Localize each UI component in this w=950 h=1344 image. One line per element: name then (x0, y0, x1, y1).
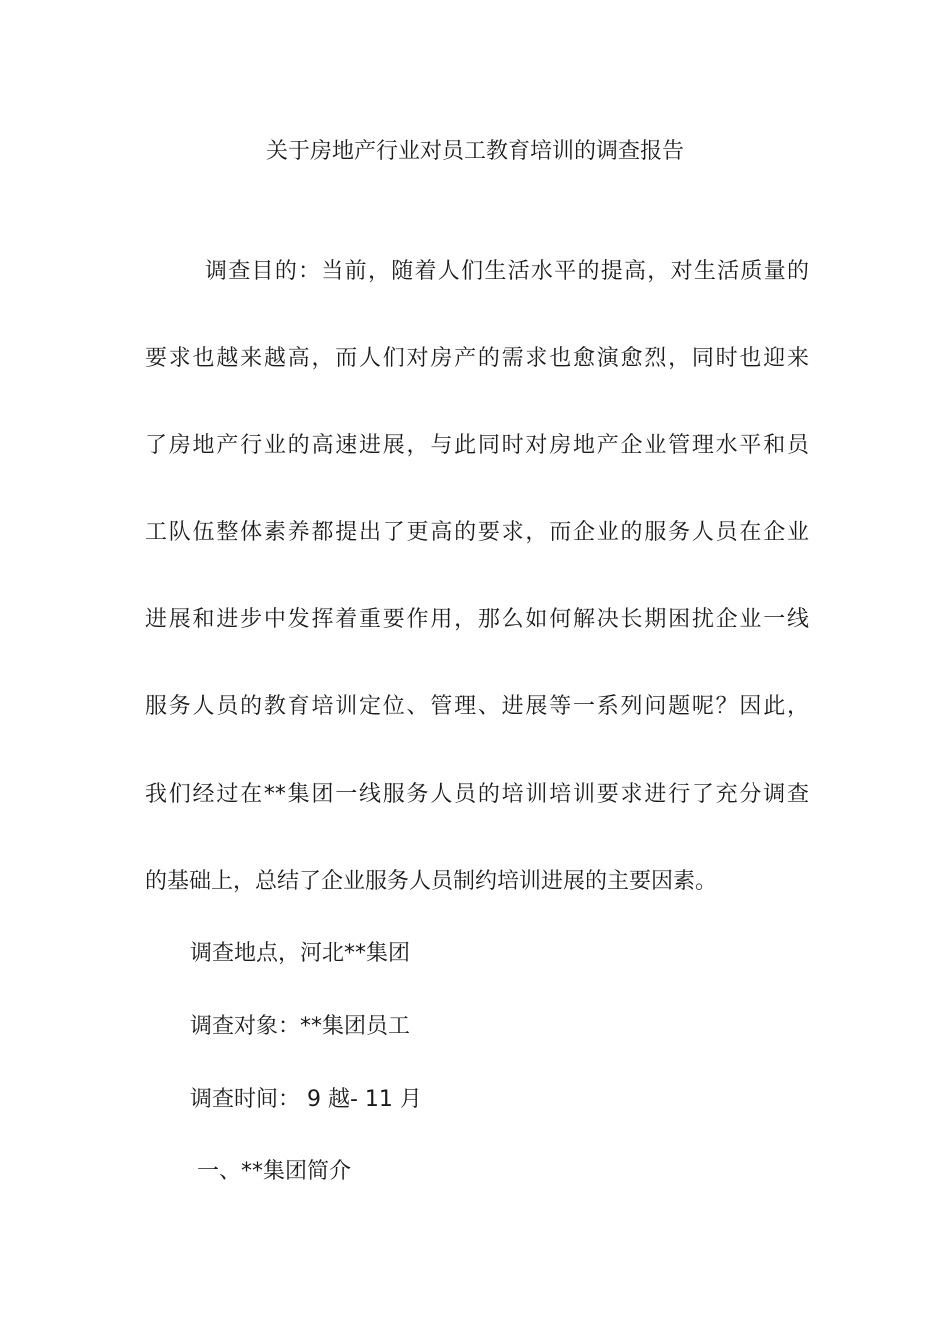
survey-location: 调查地点，河北**集团 (190, 941, 411, 966)
purpose-line-2: 要求也越来越高，而人们对房产的需求也愈演愈烈，同时也迎来 (145, 346, 809, 371)
purpose-line-4: 工队伍整体素养都提出了更高的要求，而企业的服务人员在企业 (145, 520, 809, 545)
purpose-line-6: 服务人员的教育培训定位、管理、进展等一系列问题呢？因此， (145, 694, 809, 719)
purpose-line-7: 我们经过在**集团一线服务人员的培训培训要求进行了充分调查 (145, 782, 809, 807)
survey-time: 调查时间： 9 越- 11 月 (190, 1087, 422, 1112)
purpose-line-8: 的基础上，总结了企业服务人员制约培训进展的主要因素。 (145, 869, 718, 894)
purpose-line-3: 了房地产行业的高速进展，与此同时对房地产企业管理水平和员 (145, 433, 809, 458)
survey-subject: 调查对象：**集团员工 (190, 1014, 411, 1039)
section-heading-1: 一、**集团简介 (197, 1159, 352, 1184)
document-title: 关于房地产行业对员工教育培训的调查报告 (265, 139, 684, 164)
purpose-line-1: 调查目的：当前，随着人们生活水平的提高，对生活质量的 (205, 259, 809, 284)
purpose-line-5: 进展和进步中发挥着重要作用，那么如何解决长期困扰企业一线 (145, 607, 809, 632)
